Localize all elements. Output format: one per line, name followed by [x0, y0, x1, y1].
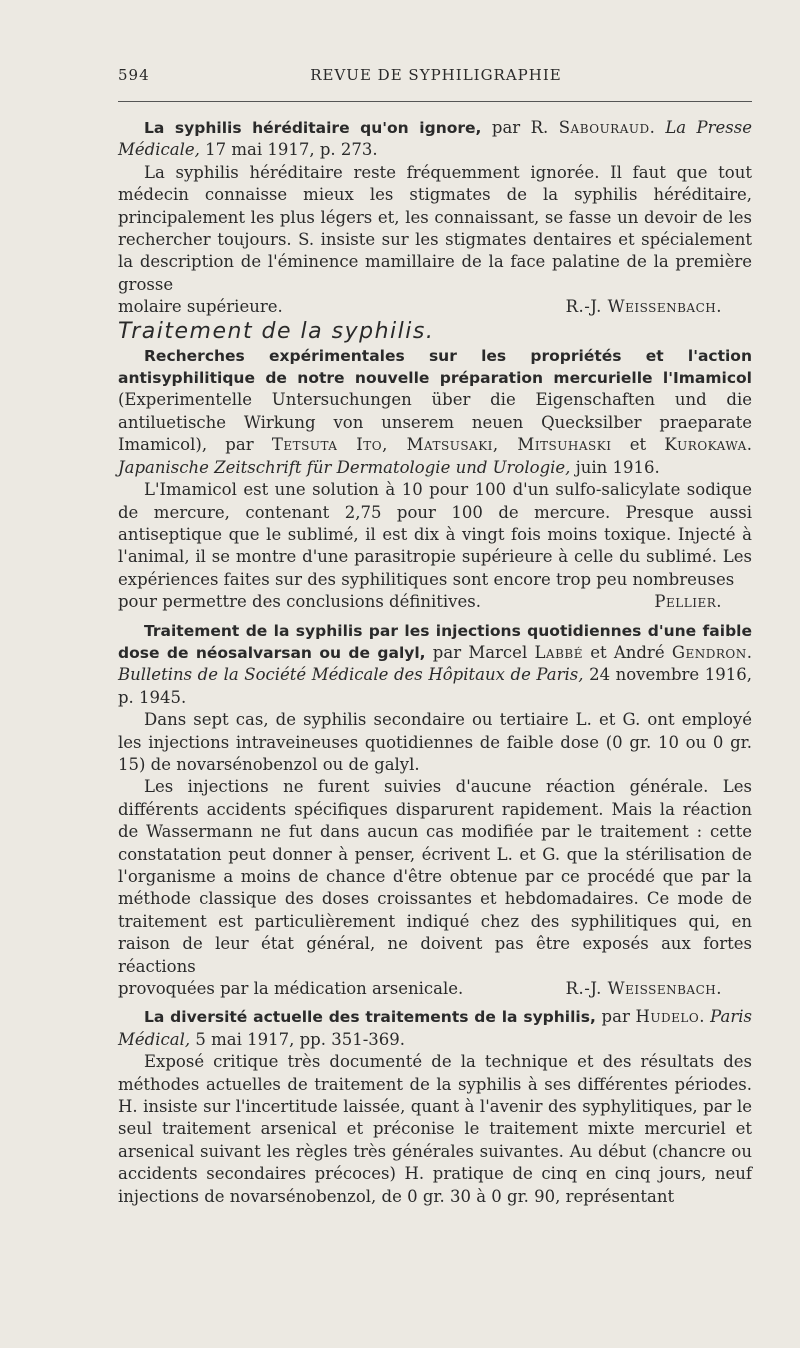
- article-2-signature: Pellier.: [654, 592, 722, 612]
- article-4-citation: La diversité actuelle des traitements de la syphilis, par Hudelo. Paris Médical, 5 mai 1917, pp. 351-369.: [118, 1007, 752, 1049]
- page-number: 594: [118, 66, 150, 84]
- page-header: [118, 66, 754, 88]
- article-1-journal: La Presse Médicale,: [118, 118, 752, 160]
- article-1-author: Sabouraud: [558, 118, 650, 137]
- header-rule: [118, 101, 752, 102]
- article-2-body: L'Imamicol est une solution à 10 pour 100 d'un sulfo-salicylate sodique de mercure, contenant 2,75 pour 100 de mercure. Presque aussi antiseptique que le sublimé, il est dix à vingt fois moins toxique. Injecté à l'animal, il se montre d'une parasitropie supérieure à celle du sublimé. Les expériences faites sur des syphilitiques sont encore trop peu nombreuses: [118, 480, 752, 589]
- article-4-body: Exposé critique très documenté de la technique et des résultats des méthodes actuelles de traitement de la syphilis à ses différentes périodes. H. insiste sur l'incertitude laissée, quant à l'avenir des syphylitiques, par le seul traitement arsenical et préconise le traitement mixte mercuriel et arsenical suivant les règles très générales suivantes. Au début (chancre ou accidents secondaires précoces) H. pratique de cinq en cinq jours, neuf injections de novarsénobenzol, de 0 gr. 30 à 0 gr. 90, représentant: [118, 1052, 752, 1206]
- article-3-signature: R.-J. Weissenbach.: [565, 979, 722, 999]
- article-3-author-2: Gendron: [671, 642, 747, 662]
- article-3-citation: Traitement de la syphilis par les injections quotidiennes d'une faible dose de néosalvarsan ou de galyl, par Marcel Labbé et André Gendron. Bulletins de la Société Médicale des Hôpitaux de Paris, 24 novembre 1916, p. 1945.: [118, 621, 753, 707]
- page-content: [118, 117, 752, 1208]
- article-3-author-1: Labbé: [534, 642, 583, 662]
- article-2-signature-line: pour permettre des conclusions définitives. Pellier.: [118, 591, 752, 613]
- article-4-author: Hudelo: [635, 1007, 700, 1027]
- article-1-title: La syphilis héréditaire qu'on ignore,: [144, 119, 482, 137]
- article-2-citation: Recherches expérimentales sur les propriétés et l'action antisyphilitique de notre nouvelle préparation mercurielle l'Imamicol (Experimentelle Untersuchungen über die Eigenschaften und die antiluetische Wirkung von unserem neuen Quecksilber praeparate Imamicol), par Tetsuta Ito, Matsusaki, Mitsuhaski et Kurokawa. Japanische Zeitschrift für Dermatologie und Urologie, juin 1916.: [118, 346, 752, 477]
- article-2-authors: Tetsuta Ito, Matsusaki, Mitsuhaski: [271, 435, 612, 455]
- article-3-journal: Bulletins de la Société Médicale des Hôpitaux de Paris,: [118, 665, 584, 685]
- article-1-body: La syphilis héréditaire reste fréquemment ignorée. Il faut que tout médecin connaisse mieux les stigmates de la syphilis héréditaire, principalement les plus légers et, les connaissant, se fasse un devoir de les rechercher toujours. S. insiste sur les stigmates dentaires et spécialement la description de l'éminence mamillaire de la face palatine de la première grosse: [118, 162, 752, 294]
- article-3-signature-line: provoquées par la médication arsenicale. R.-J. Weissenbach.: [118, 978, 752, 1000]
- article-3-title: Traitement de la syphilis par les injections quotidiennes d'une faible dose de néosalvarsan ou de galyl,: [118, 621, 752, 662]
- running-title: REVUE DE SYPHILIGRAPHIE: [310, 66, 562, 84]
- article-2-journal: Japanische Zeitschrift für Dermatologie und Urologie,: [118, 457, 571, 477]
- article-1-signature-line: molaire supérieure. R.-J. Weissenbach.: [118, 296, 752, 318]
- article-1-citation: La syphilis héréditaire qu'on ignore, par R. Sabouraud. La Presse Médicale, 17 mai 1917, p. 273.: [118, 118, 752, 160]
- article-3-paragraph-1: Dans sept cas, de syphilis secondaire ou tertiaire L. et G. ont employé les injections intraveineuses quotidiennes de faible dose (0 gr. 10 ou 0 gr. 15) de novarsénobenzol ou de galyl.: [118, 710, 752, 774]
- article-1-signature: R.-J. Weissenbach.: [565, 297, 722, 317]
- article-4-journal: Paris Médical,: [118, 1007, 752, 1049]
- article-4-title: La diversité actuelle des traitements de la syphilis,: [144, 1008, 596, 1027]
- section-heading: Traitement de la syphilis.: [118, 318, 435, 344]
- article-3-paragraph-2: Les injections ne furent suivies d'aucune réaction générale. Les différents accidents spécifiques disparurent rapidement. Mais la réaction de Wassermann ne fut dans aucun cas modifiée par le traitement : cette constatation peut donner à penser, écrivent L. et G. que la stérilisation de l'organisme a moins de chance d'être obtenue par ce procédé que par la méthode classique des doses croissantes et hebdomadaires. Ce mode de traitement est particulièrement indiqué chez des syphilitiques qui, en raison de leur état général, ne doivent pas être exposés aux fortes réactions: [118, 777, 752, 976]
- article-2-title: Recherches expérimentales sur les propriétés et l'action antisyphilitique de notre nouvelle préparation mercurielle l'Imamicol: [118, 346, 752, 388]
